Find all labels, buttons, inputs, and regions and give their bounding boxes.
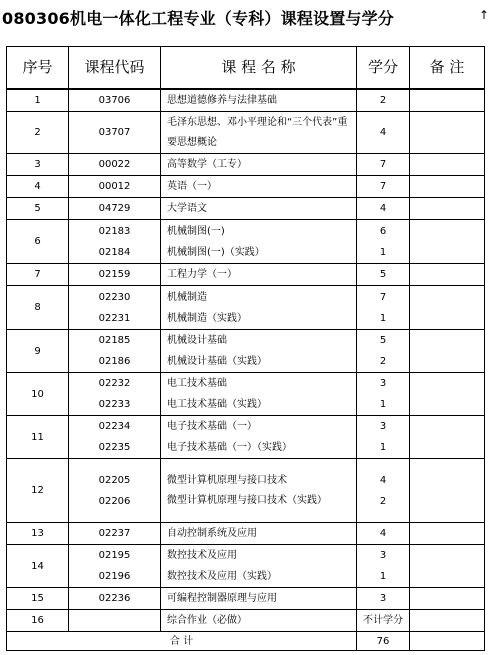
course-credit: 不计学分 xyxy=(363,615,403,626)
course-code: 00012 xyxy=(98,181,131,192)
course-code: 02186 xyxy=(98,356,131,367)
row-note xyxy=(410,154,485,176)
row-credits xyxy=(357,112,410,154)
course-name: 电子技术基础（一） xyxy=(167,421,257,432)
course-credit: 3 xyxy=(379,550,387,561)
course-code: 02232 xyxy=(98,378,131,389)
course-credit: 4 xyxy=(379,528,387,539)
table-row xyxy=(7,176,485,198)
row-names xyxy=(161,112,357,154)
row-codes xyxy=(69,523,161,545)
course-credit: 6 xyxy=(379,225,387,237)
course-name: 自动控制系统及应用 xyxy=(167,528,257,539)
row-no: 16 xyxy=(7,610,69,632)
row-note xyxy=(410,176,485,198)
header-code: 课程代码 xyxy=(69,47,161,90)
course-name: 工程力学（一） xyxy=(167,269,237,280)
page-title xyxy=(2,6,489,29)
course-code: 02183 xyxy=(98,225,131,237)
table-row xyxy=(7,459,485,523)
row-credits xyxy=(357,459,410,523)
course-credit: 4 xyxy=(379,203,387,214)
row-no: 13 xyxy=(7,523,69,545)
course-code: 02231 xyxy=(98,312,131,324)
row-credits xyxy=(357,176,410,198)
course-name: 机械制造 xyxy=(167,291,207,303)
table-row xyxy=(7,264,485,286)
course-code: 02195 xyxy=(98,550,131,561)
row-note xyxy=(410,330,485,373)
row-credits xyxy=(357,286,410,330)
course-name: 微型计算机原理与接口技术（实践） xyxy=(167,495,327,506)
course-credit: 1 xyxy=(379,571,387,582)
header-row xyxy=(7,47,485,90)
course-code: 02237 xyxy=(98,528,131,539)
row-codes xyxy=(69,198,161,220)
row-note xyxy=(410,112,485,154)
course-credit: 1 xyxy=(379,312,387,324)
table-row xyxy=(7,330,485,373)
course-code: 02235 xyxy=(98,442,131,453)
table-row xyxy=(7,588,485,610)
row-no: 3 xyxy=(7,154,69,176)
course-credit: 7 xyxy=(379,159,387,170)
course-credit: 5 xyxy=(379,335,387,346)
row-names xyxy=(161,89,357,112)
table-row xyxy=(7,220,485,264)
row-names xyxy=(161,220,357,264)
row-no: 9 xyxy=(7,330,69,373)
row-credits xyxy=(357,154,410,176)
row-note xyxy=(410,459,485,523)
course-name: 电子技术基础（一）（实践） xyxy=(167,442,292,453)
row-note xyxy=(410,220,485,264)
course-code: 02206 xyxy=(98,495,131,507)
course-code: 03706 xyxy=(98,95,131,106)
row-codes xyxy=(69,373,161,416)
course-code xyxy=(69,610,160,631)
row-credits xyxy=(357,373,410,416)
total-note xyxy=(410,632,485,651)
row-names xyxy=(161,416,357,459)
course-code: 02184 xyxy=(98,246,131,258)
row-names xyxy=(161,523,357,545)
course-name: 微型计算机原理与接口技术 xyxy=(167,475,287,486)
course-code: 02196 xyxy=(98,571,131,582)
table-row xyxy=(7,416,485,459)
row-names xyxy=(161,459,357,523)
course-table-body xyxy=(7,89,485,632)
course-name: 毛泽东思想、邓小平理论和“三个代表”重要思想概论 xyxy=(167,116,348,148)
row-no: 7 xyxy=(7,264,69,286)
row-credits xyxy=(357,264,410,286)
course-credit: 1 xyxy=(379,399,387,410)
course-name: 电工技术基础（实践） xyxy=(167,399,267,410)
row-codes xyxy=(69,459,161,523)
table-row xyxy=(7,286,485,330)
row-note xyxy=(410,523,485,545)
header-name: 课 程 名 称 xyxy=(161,47,357,90)
course-code: 02159 xyxy=(98,269,131,280)
row-note xyxy=(410,588,485,610)
row-names xyxy=(161,176,357,198)
table-row xyxy=(7,610,485,632)
row-no: 5 xyxy=(7,198,69,220)
row-credits xyxy=(357,610,410,632)
course-credit: 7 xyxy=(379,291,387,303)
course-credit: 3 xyxy=(379,593,387,604)
course-credit: 3 xyxy=(379,378,387,389)
row-no: 11 xyxy=(7,416,69,459)
row-note xyxy=(410,373,485,416)
course-name: 机械设计基础 xyxy=(167,335,227,346)
row-codes xyxy=(69,330,161,373)
row-names xyxy=(161,154,357,176)
row-note xyxy=(410,545,485,588)
row-codes xyxy=(69,154,161,176)
course-name: 综合作业（必做） xyxy=(167,615,247,626)
row-codes xyxy=(69,112,161,154)
row-codes xyxy=(69,264,161,286)
course-credit: 5 xyxy=(379,269,387,280)
row-no: 1 xyxy=(7,89,69,112)
course-credit: 2 xyxy=(379,356,387,367)
course-credit: 1 xyxy=(379,442,387,453)
row-names xyxy=(161,286,357,330)
course-name: 大学语文 xyxy=(167,203,207,214)
row-credits xyxy=(357,220,410,264)
title-text: 080306机电一体化工程专业（专科）课程设置与学分 xyxy=(2,9,394,28)
table-row xyxy=(7,523,485,545)
row-names xyxy=(161,198,357,220)
row-no: 14 xyxy=(7,545,69,588)
course-name: 数控技术及应用（实践） xyxy=(167,571,277,582)
table-row xyxy=(7,112,485,154)
course-credit: 4 xyxy=(379,474,387,486)
course-credit: 1 xyxy=(379,246,387,258)
row-credits xyxy=(357,588,410,610)
row-no: 6 xyxy=(7,220,69,264)
course-code: 02230 xyxy=(98,291,131,303)
table-row xyxy=(7,89,485,112)
row-names xyxy=(161,545,357,588)
row-names xyxy=(161,588,357,610)
table-row xyxy=(7,373,485,416)
row-note xyxy=(410,610,485,632)
title-overflow-mark: ↑ xyxy=(479,8,489,22)
row-names xyxy=(161,610,357,632)
course-name: 思想道德修养与法律基础 xyxy=(167,95,277,106)
course-credit: 7 xyxy=(379,181,387,192)
row-credits xyxy=(357,330,410,373)
course-code: 02236 xyxy=(98,593,131,604)
total-row xyxy=(7,632,485,651)
course-name: 英语（一） xyxy=(167,181,217,192)
course-name: 机械制图(一)（实践） xyxy=(167,246,265,258)
row-names xyxy=(161,330,357,373)
table-row xyxy=(7,198,485,220)
row-codes xyxy=(69,286,161,330)
course-code: 02233 xyxy=(98,399,131,410)
course-credit: 2 xyxy=(379,495,387,507)
row-codes xyxy=(69,220,161,264)
row-no: 12 xyxy=(7,459,69,523)
row-codes xyxy=(69,610,161,632)
course-table xyxy=(6,46,485,651)
course-code: 04729 xyxy=(98,203,131,214)
header-note: 备 注 xyxy=(410,47,485,90)
row-note xyxy=(410,264,485,286)
row-no: 2 xyxy=(7,112,69,154)
course-name: 机械设计基础（实践） xyxy=(167,356,267,367)
course-credit: 2 xyxy=(379,95,387,106)
row-note xyxy=(410,198,485,220)
row-no: 8 xyxy=(7,286,69,330)
row-credits xyxy=(357,89,410,112)
course-name: 数控技术及应用 xyxy=(167,550,237,561)
header-credit: 学分 xyxy=(357,47,410,90)
course-name: 电工技术基础 xyxy=(167,378,227,389)
row-codes xyxy=(69,588,161,610)
total-credit: 76 xyxy=(357,632,410,651)
row-names xyxy=(161,373,357,416)
row-names xyxy=(161,264,357,286)
course-name: 高等数学（工专） xyxy=(167,159,247,170)
course-name: 可编程控制器原理与应用 xyxy=(167,593,277,604)
course-code: 00022 xyxy=(98,159,131,170)
row-credits xyxy=(357,198,410,220)
table-row xyxy=(7,545,485,588)
total-label: 合 计 xyxy=(7,632,357,651)
row-codes xyxy=(69,89,161,112)
row-credits xyxy=(357,416,410,459)
course-name: 机械制图(一) xyxy=(167,225,225,237)
row-no: 15 xyxy=(7,588,69,610)
course-credit: 4 xyxy=(379,127,387,138)
course-code: 02185 xyxy=(98,335,131,346)
course-name: 机械制造（实践） xyxy=(167,312,247,324)
course-credit: 3 xyxy=(379,421,387,432)
row-codes xyxy=(69,416,161,459)
course-code: 02234 xyxy=(98,421,131,432)
row-note xyxy=(410,89,485,112)
row-codes xyxy=(69,176,161,198)
course-code: 02205 xyxy=(98,474,131,486)
table-row xyxy=(7,154,485,176)
course-code: 03707 xyxy=(98,127,131,138)
row-credits xyxy=(357,545,410,588)
row-codes xyxy=(69,545,161,588)
row-note xyxy=(410,416,485,459)
row-no: 4 xyxy=(7,176,69,198)
header-no: 序号 xyxy=(7,47,69,90)
row-no: 10 xyxy=(7,373,69,416)
row-note xyxy=(410,286,485,330)
row-credits xyxy=(357,523,410,545)
